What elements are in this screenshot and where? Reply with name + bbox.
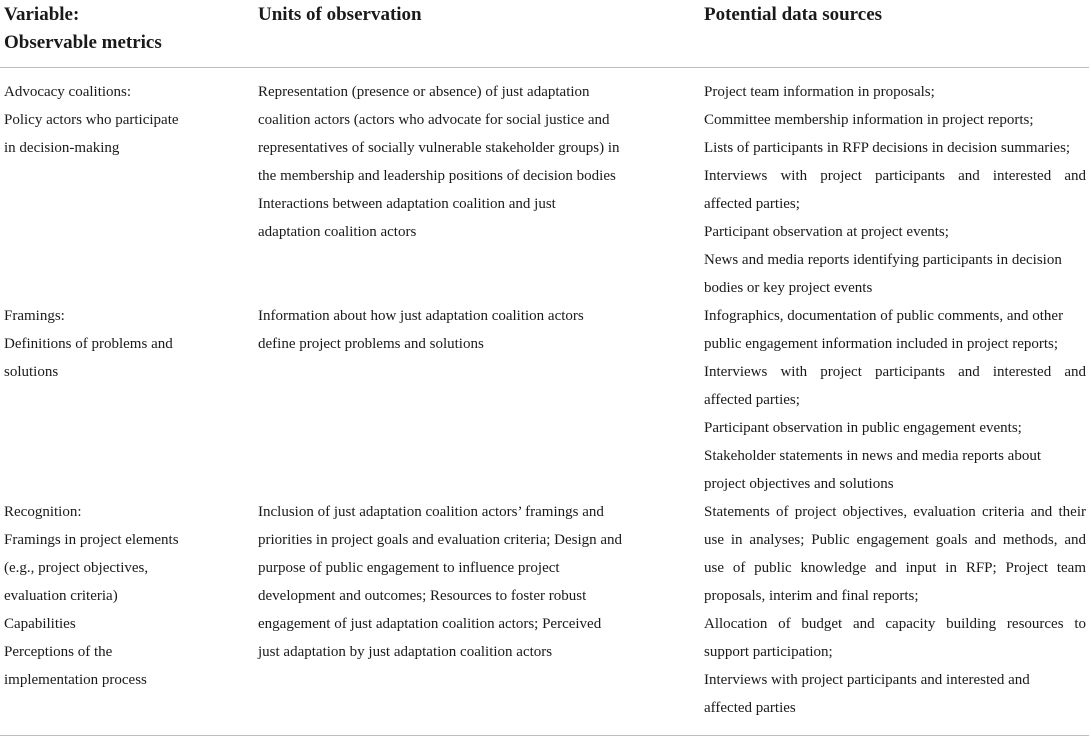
cell-line: representatives of socially vulnerable stakeholder groups) in bbox=[258, 140, 620, 156]
cell-line: priorities in project goals and evaluation criteria; Design and bbox=[258, 532, 623, 548]
cell-line: Capabilities bbox=[4, 616, 76, 632]
cell-line: Lists of participants in RFP decisions in decision summaries; bbox=[704, 140, 1071, 156]
row-2-variable bbox=[4, 302, 234, 386]
row-2-sources bbox=[704, 302, 1086, 498]
footer-rule bbox=[0, 735, 1089, 736]
cell-line: Committee membership information in project reports; bbox=[704, 112, 1034, 128]
header-variable bbox=[4, 1, 162, 57]
cell-line: Participant observation at project events; bbox=[704, 224, 949, 240]
cell-line: support participation; bbox=[704, 644, 833, 660]
cell-line: use of public knowledge and input in RFP; Project team bbox=[704, 560, 1086, 576]
cell-line: Framings: bbox=[4, 308, 65, 324]
cell-line: affected parties bbox=[704, 700, 796, 716]
cell-line: project objectives and solutions bbox=[704, 476, 894, 492]
cell-line: Interviews with project participants and interested and bbox=[704, 364, 1086, 380]
cell-line: evaluation criteria) bbox=[4, 588, 118, 604]
header-units: Units of observation bbox=[258, 4, 422, 25]
cell-line: Policy actors who participate bbox=[4, 112, 179, 128]
header-variable-line: Variable: bbox=[4, 4, 80, 25]
cell-line: (e.g., project objectives, bbox=[4, 560, 149, 576]
cell-line: Advocacy coalitions: bbox=[4, 84, 132, 100]
cell-line: Recognition: bbox=[4, 504, 82, 520]
header-variable-line: Observable metrics bbox=[4, 32, 162, 53]
cell-line: solutions bbox=[4, 364, 59, 380]
row-1-sources bbox=[704, 78, 1086, 302]
cell-line: purpose of public engagement to influence project bbox=[258, 560, 560, 576]
cell-line: Interactions between adaptation coalition and just bbox=[258, 196, 556, 212]
cell-line: in decision-making bbox=[4, 140, 120, 156]
cell-line: affected parties; bbox=[704, 392, 800, 408]
cell-line: Infographics, documentation of public comments, and other bbox=[704, 308, 1064, 324]
header-sources: Potential data sources bbox=[704, 4, 883, 25]
row-1-units bbox=[258, 78, 658, 246]
row-3-sources bbox=[704, 498, 1086, 722]
row-3-variable bbox=[4, 498, 234, 694]
cell-line: Framings in project elements bbox=[4, 532, 179, 548]
cell-line: Interviews with project participants and interested and bbox=[704, 672, 1030, 688]
cell-line: adaptation coalition actors bbox=[258, 224, 417, 240]
header-rule bbox=[0, 67, 1089, 68]
cell-line: News and media reports identifying participants in decision bbox=[704, 252, 1062, 268]
cell-line: engagement of just adaptation coalition actors; Perceived bbox=[258, 616, 602, 632]
cell-line: Representation (presence or absence) of just adaptation bbox=[258, 84, 590, 100]
cell-line: define project problems and solutions bbox=[258, 336, 484, 352]
cell-line: Interviews with project participants and interested and bbox=[704, 168, 1086, 184]
cell-line: Perceptions of the bbox=[4, 644, 113, 660]
row-3-units bbox=[258, 498, 658, 666]
cell-line: proposals, interim and final reports; bbox=[704, 588, 919, 604]
cell-line: Definitions of problems and bbox=[4, 336, 173, 352]
cell-line: Project team information in proposals; bbox=[704, 84, 935, 100]
cell-line: use in analyses; Public engagement goals and methods, and bbox=[704, 532, 1086, 548]
row-1-variable bbox=[4, 78, 234, 162]
cell-line: public engagement information included in project reports; bbox=[704, 336, 1059, 352]
cell-line: the membership and leadership positions of decision bodies bbox=[258, 168, 616, 184]
cell-line: just adaptation by just adaptation coalition actors bbox=[258, 644, 553, 660]
cell-line: affected parties; bbox=[704, 196, 800, 212]
cell-line: bodies or key project events bbox=[704, 280, 873, 296]
cell-line: Participant observation in public engagement events; bbox=[704, 420, 1022, 436]
cell-line: Allocation of budget and capacity building resources to bbox=[704, 616, 1086, 632]
cell-line: coalition actors (actors who advocate for social justice and bbox=[258, 112, 610, 128]
cell-line: implementation process bbox=[4, 672, 147, 688]
cell-line: Statements of project objectives, evaluation criteria and their bbox=[704, 504, 1086, 520]
cell-line: Inclusion of just adaptation coalition actors’ framings and bbox=[258, 504, 604, 520]
cell-line: development and outcomes; Resources to foster robust bbox=[258, 588, 587, 604]
row-2-units bbox=[258, 302, 658, 358]
cell-line: Stakeholder statements in news and media reports about bbox=[704, 448, 1041, 464]
cell-line: Information about how just adaptation coalition actors bbox=[258, 308, 584, 324]
